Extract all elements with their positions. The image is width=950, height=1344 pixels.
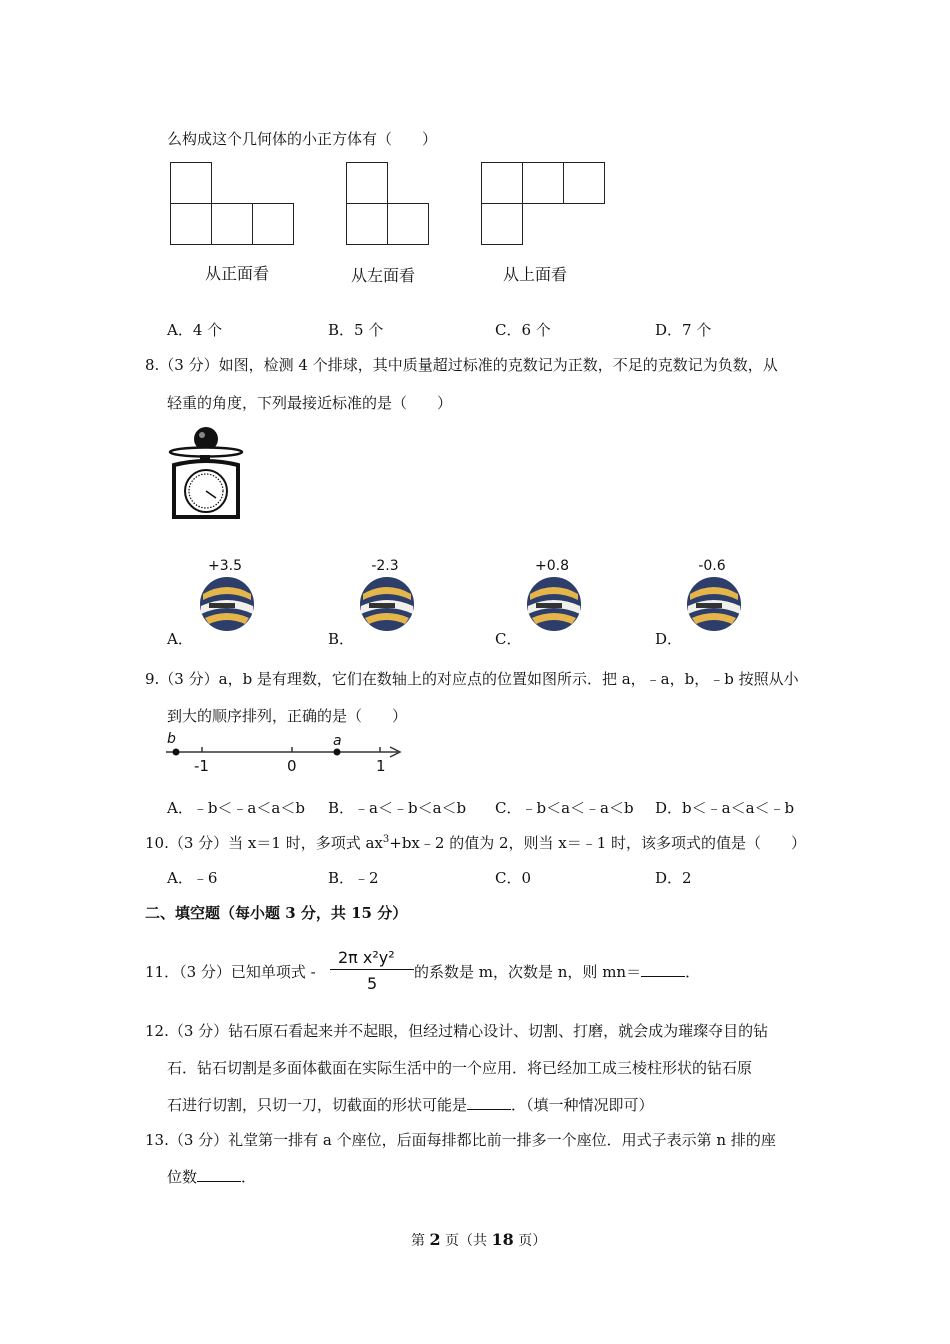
q8-stem-line2: 轻重的角度，下列最接近标准的是（ ） xyxy=(167,394,453,412)
q10-option-b[interactable]: B．﹣2 xyxy=(328,869,379,887)
q10-stem: 10.（3 分）当 x＝1 时，多项式 $ax^3+bx﹣2$ 的值为 2，则当 x＝﹣1 时，该多项式的值是（ ） xyxy=(145,834,807,852)
q12-line1: 12.（3 分）钻石原石看起来并不起眼，但经过精心设计、切割、打磨，就会成为璀璨夺目的钻 xyxy=(145,1022,769,1040)
q11-fraction-bar xyxy=(330,969,414,970)
top-view-label: 从上面看 xyxy=(503,265,568,284)
scale-illustration xyxy=(160,423,250,523)
total-page-count: 18 xyxy=(491,1230,514,1249)
q7-option-b[interactable]: B．5 个 xyxy=(328,321,384,339)
q12-line3: 石进行切割，只切一刀，切截面的形状可能是 ．（填一种情况即可） xyxy=(167,1096,654,1114)
front-view-label: 从正面看 xyxy=(205,264,270,283)
q7-stem: 么构成这个几何体的小正方体有（ ） xyxy=(167,130,438,148)
current-page-number: 2 xyxy=(429,1230,441,1249)
volleyball-a-icon xyxy=(197,576,257,632)
point-b-label: b xyxy=(167,731,176,747)
point-a xyxy=(334,749,341,756)
point-a-label: a xyxy=(333,733,342,749)
q9-option-a[interactable]: A．﹣b＜﹣a＜a＜b xyxy=(167,799,305,817)
page-footer: 第 2 页（共 18 页） xyxy=(411,1230,547,1249)
q13-line1: 13.（3 分）礼堂第一排有 a 个座位，后面每排都比前一排多一个座位．用式子表示第 n 排的座 xyxy=(145,1131,776,1149)
tick-label-minus1: -1 xyxy=(194,757,209,775)
volleyball-c-icon xyxy=(524,576,584,632)
q11-prefix: 11．（3 分）已知单项式 - xyxy=(145,963,316,981)
q8-option-d[interactable]: D． xyxy=(655,630,683,648)
q11-answer-blank[interactable] xyxy=(641,962,685,977)
q8-option-c[interactable]: C． xyxy=(495,630,522,648)
q11-numerator: 2π x²y² xyxy=(338,948,395,967)
q8-option-a[interactable]: A． xyxy=(167,630,193,648)
q13-line2: 位数 ． xyxy=(167,1168,257,1186)
q9-option-b[interactable]: B．﹣a＜﹣b＜a＜b xyxy=(328,799,467,817)
left-view-label: 从左面看 xyxy=(351,266,416,285)
ball-a-value: +3.5 xyxy=(208,558,242,574)
q11-suffix: 的系数是 m，次数是 n，则 mn＝ ． xyxy=(414,963,701,981)
point-b xyxy=(173,749,180,756)
q10-option-c[interactable]: C．0 xyxy=(495,869,532,887)
ball-c-value: +0.8 xyxy=(535,558,569,574)
q7-option-c[interactable]: C．6 个 xyxy=(495,321,551,339)
q9-option-d[interactable]: D．b＜﹣a＜a＜﹣b xyxy=(655,799,795,817)
volleyball-b-icon xyxy=(357,576,417,632)
ball-d-value: -0.6 xyxy=(698,558,726,574)
q9-stem-line1: 9.（3 分）a，b 是有理数，它们在数轴上的对应点的位置如图所示．把 a，﹣a，b，﹣b 按照从小 xyxy=(145,670,799,688)
section-2-heading: 二、填空题（每小题 3 分，共 15 分） xyxy=(145,904,408,922)
q12-answer-blank[interactable] xyxy=(467,1095,511,1110)
q7-option-d[interactable]: D．7 个 xyxy=(655,321,712,339)
tick-label-0: 0 xyxy=(287,757,297,775)
volleyball-d-icon xyxy=(684,576,744,632)
q10-option-a[interactable]: A．﹣6 xyxy=(167,869,218,887)
q13-answer-blank[interactable] xyxy=(197,1167,241,1182)
q9-option-c[interactable]: C．﹣b＜a＜﹣a＜b xyxy=(495,799,634,817)
q12-line2: 石．钻石切割是多面体截面在实际生活中的一个应用．将已经加工成三棱柱形状的钻石原 xyxy=(167,1059,753,1077)
q9-stem-line2: 到大的顺序排列，正确的是（ ） xyxy=(167,707,408,725)
q7-option-a[interactable]: A．4 个 xyxy=(167,321,223,339)
q8-stem-line1: 8.（3 分）如图，检测 4 个排球，其中质量超过标准的克数记为正数，不足的克数记为负数，从 xyxy=(145,356,778,374)
q10-option-d[interactable]: D．2 xyxy=(655,869,692,887)
q11-denominator: 5 xyxy=(367,974,378,993)
tick-label-1: 1 xyxy=(376,757,386,775)
ball-b-value: -2.3 xyxy=(371,558,399,574)
q8-option-b[interactable]: B． xyxy=(328,630,355,648)
